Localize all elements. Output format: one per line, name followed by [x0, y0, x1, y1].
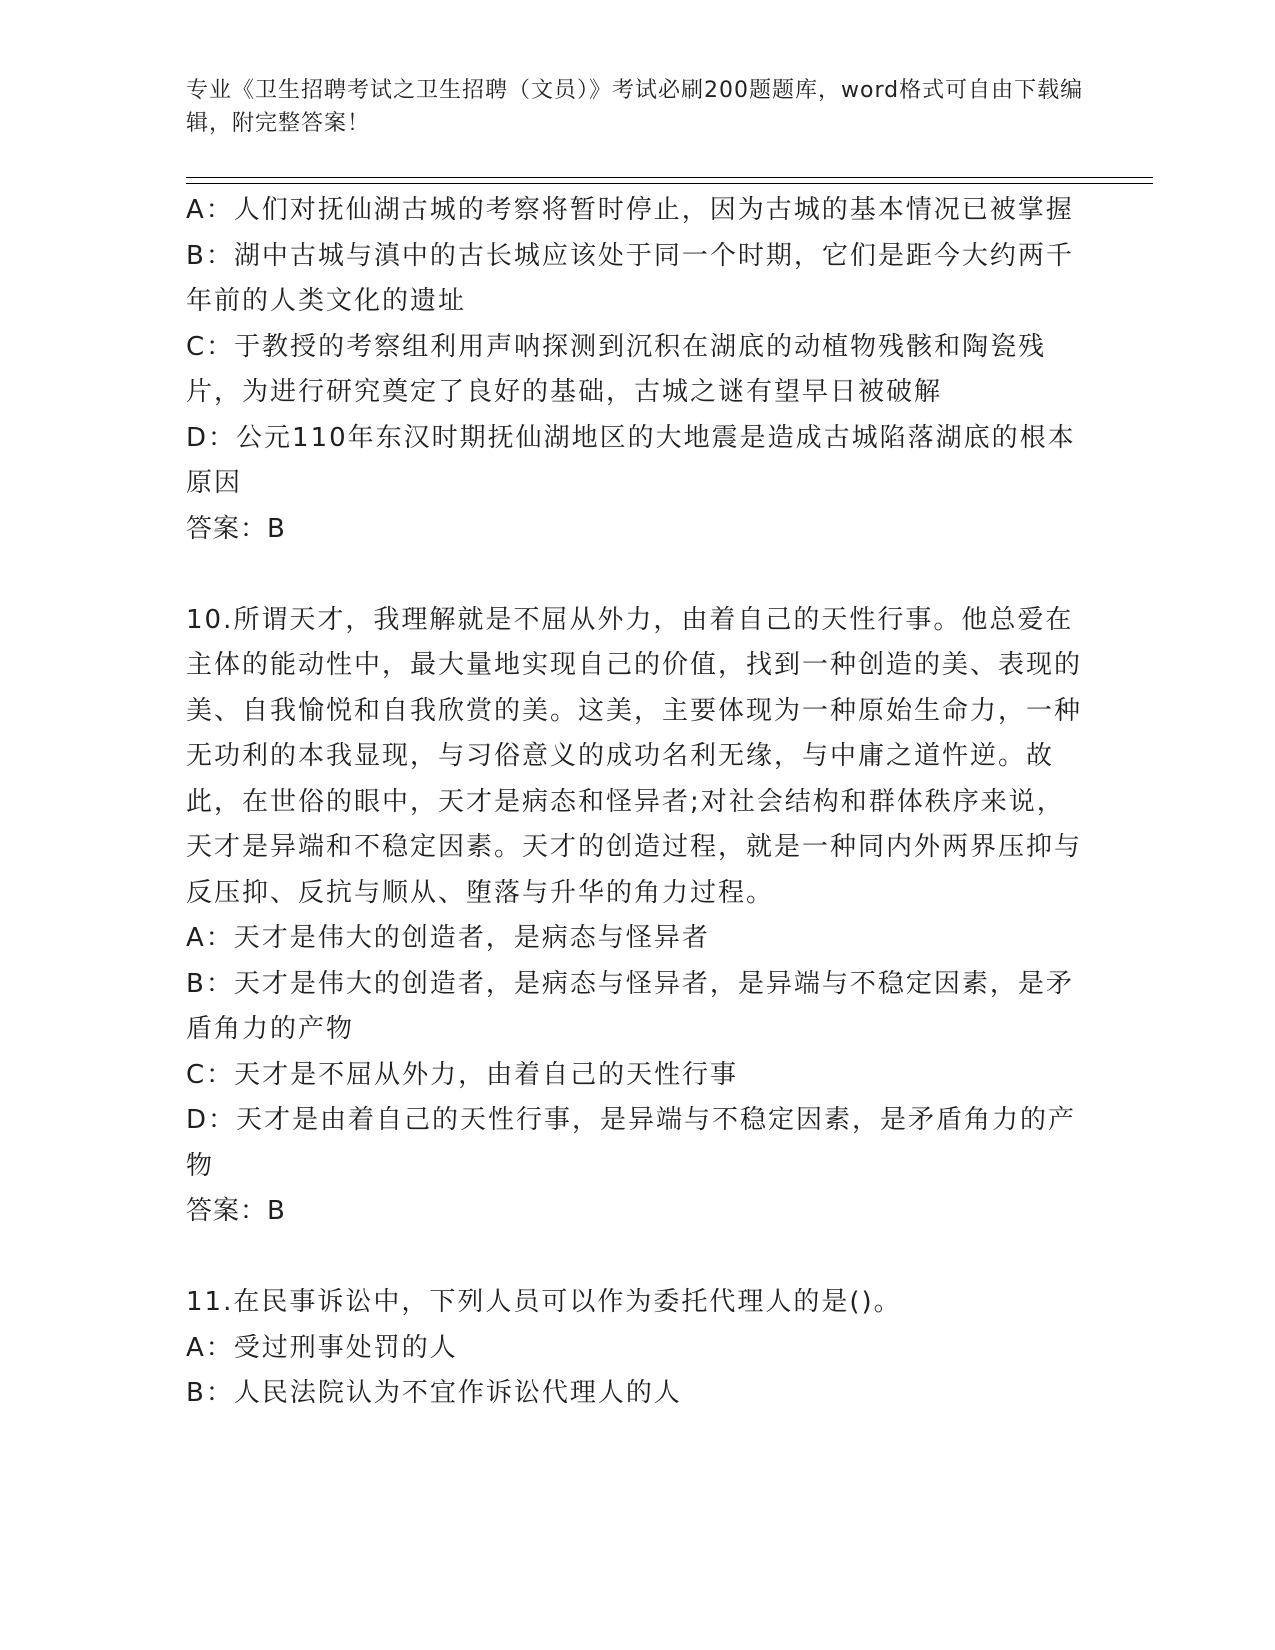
question-11-block — [186, 1280, 1086, 1417]
header-title: 专业《卫生招聘考试之卫生招聘（文员）》考试必刷200题题库，word格式可自由下载编辑，附完整答案！ — [186, 78, 1084, 136]
q9-option-b: B：湖中古城与滇中的古长城应该处于同一个时期，它们是距今大约两千年前的人类文化的遗址 — [186, 240, 1074, 316]
q10-option-b: B：天才是伟大的创造者，是病态与怪异者，是异端与不稳定因素，是矛盾角力的产物 — [186, 968, 1074, 1044]
q9-option-d: D：公元110年东汉时期抚仙湖地区的大地震是造成古城陷落湖底的根本原因 — [186, 422, 1076, 498]
q10-option-c: C：天才是不屈从外力，由着自己的天性行事 — [186, 1059, 739, 1090]
document-header — [186, 74, 1086, 140]
q11-option-a: A：受过刑事处罚的人 — [186, 1332, 458, 1363]
spacer — [186, 1235, 1086, 1281]
q10-answer: 答案：B — [186, 1196, 286, 1226]
q11-option-b: B：人民法院认为不宜作诉讼代理人的人 — [186, 1378, 682, 1408]
q9-option-a: A：人们对抚仙湖古城的考察将暂时停止，因为古城的基本情况已被掌握 — [186, 195, 1074, 225]
q10-option-d: D：天才是由着自己的天性行事，是异端与不稳定因素，是矛盾角力的产物 — [186, 1105, 1077, 1181]
spacer — [186, 552, 1086, 598]
question-10-block — [186, 598, 1086, 1235]
q9-option-c: C：于教授的考察组利用声呐探测到沉积在湖底的动植物残骸和陶瓷残片，为进行研究奠定了良好的基础，古城之谜有望早日被破解 — [186, 331, 1047, 407]
document-body — [186, 188, 1086, 1417]
question-9-block — [186, 188, 1086, 552]
q10-question: 10.所谓天才，我理解就是不屈从外力，由着自己的天性行事。他总爱在主体的能动性中，最大量地实现自己的价值，找到一种创造的美、表现的美、自我愉悦和自我欣赏的美。这美，主要体现为一种原始生命力，一种无功利的本我显现，与习俗意义的成功名利无缘，与中庸之道忤逆。故此，在世俗的眼中，天才是病态和怪异者;对社会结构和群体秩序来说，天才是异端和不稳定因素。天才的创造过程，就是一种同内外两界压抑与反压抑、反抗与顺从、堕落与升华的角力过程。 — [186, 604, 1083, 908]
q11-question: 11.在民事诉讼中，下列人员可以作为委托代理人的是()。 — [186, 1287, 902, 1317]
q10-option-a: A：天才是伟大的创造者，是病态与怪异者 — [186, 923, 710, 953]
header-rule-bottom — [186, 183, 1153, 184]
q9-answer: 答案：B — [186, 513, 286, 544]
header-rule-top — [186, 177, 1153, 178]
